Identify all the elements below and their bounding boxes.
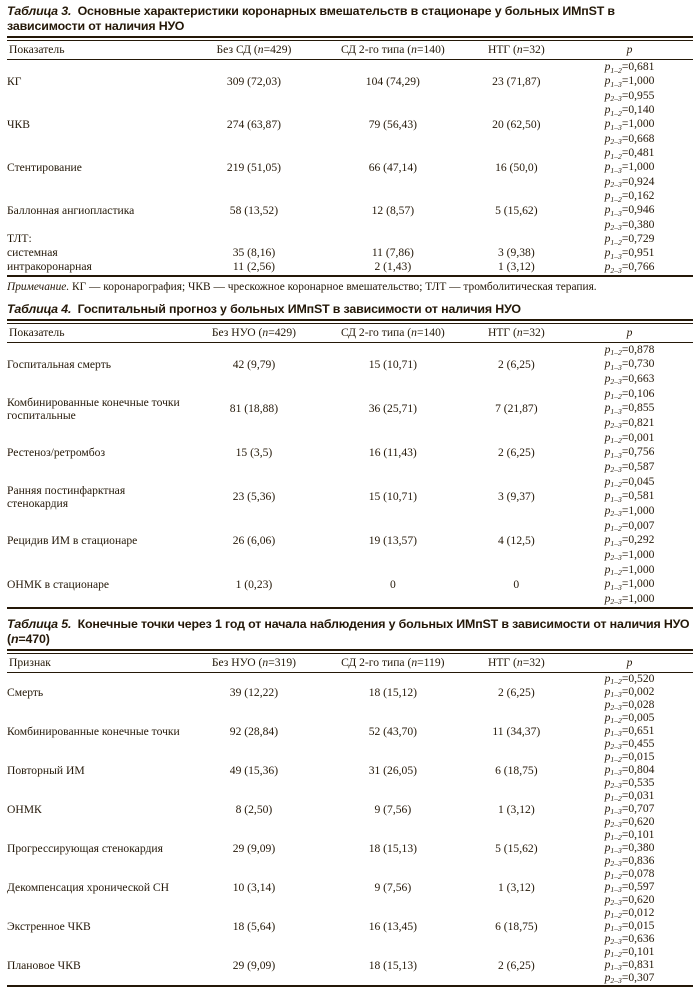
data-cell: 58 (13,52)	[229, 204, 279, 217]
p-value: $p_{2-3}=0,535$	[604, 775, 655, 791]
data-cell: 35 (8,16) 11 (2,56)	[232, 246, 276, 274]
p-value: $p_{2-3}=0,821$	[604, 415, 655, 431]
table-row	[7, 907, 693, 946]
p-value: $p_{2-3}=0,620$	[604, 892, 655, 908]
table-row	[7, 146, 693, 189]
data-cell: 18 (15,12)	[368, 685, 417, 699]
data-cell: 9 (7,56)	[374, 880, 412, 894]
row-label: Смерть	[7, 685, 44, 699]
data-cell: 1 (0,23)	[235, 578, 273, 592]
table-row	[7, 103, 693, 146]
table-row	[7, 342, 693, 387]
p-cell	[566, 431, 693, 475]
table-row	[7, 868, 693, 907]
data-cell: 11 (34,37)	[492, 724, 541, 738]
p-value: $p_{2-3}=0,380$	[604, 217, 655, 233]
column-header: СД 2-го типа (n=140)	[319, 324, 466, 343]
data-cell: 16 (13,45)	[368, 919, 417, 933]
p-value: $p_{1-2}=0,878$	[604, 342, 655, 358]
p-value: $p_{1-2}=0,101$	[604, 944, 655, 960]
row-label: Экстренное ЧКВ	[7, 919, 91, 933]
p-value: $p_{1-2}=0,045$	[604, 474, 655, 490]
row-label: ОНМК	[7, 802, 42, 816]
p-value: $p_{2-3}=0,668$	[604, 131, 655, 147]
row-label: Прогрессирующая стенокардия	[7, 841, 163, 855]
p-cell	[566, 60, 693, 104]
table-3-note-label: Примечание.	[7, 280, 70, 293]
p-value: $p_{1-3}=1,000$	[604, 160, 655, 175]
data-cell: 0	[513, 578, 520, 592]
data-cell: 5 (15,62)	[495, 204, 538, 217]
data-cell: 11 (7,86) 2 (1,43)	[371, 246, 414, 274]
p-value: $p_{1-3}=1,000$	[604, 577, 655, 592]
data-cell: 52 (43,70)	[368, 724, 417, 738]
p-cell	[566, 946, 693, 986]
data-cell: 66 (47,14)	[368, 161, 417, 174]
table-row	[7, 563, 693, 608]
table-4-title-text: Госпитальный прогноз у больных ИМпST в зависимости от наличия НУО	[77, 301, 521, 316]
p-value: $p_{1-3}=0,597$	[604, 879, 655, 895]
data-cell: 23 (5,36)	[232, 490, 276, 504]
p-value: $p_{1-2}=0,481$	[604, 146, 655, 161]
p-cell	[566, 387, 693, 431]
row-label: Комбинированные конечные точки госпитальные	[7, 395, 180, 422]
data-cell: 309 (72,03)	[226, 75, 281, 88]
p-value: $p_{1-2}=0,012$	[604, 905, 655, 921]
data-cell: 7 (21,87)	[495, 402, 538, 416]
p-value: $p_{2-3}=0,587$	[604, 459, 655, 475]
table-4-number: Таблица 4.	[7, 301, 72, 316]
p-value: $p_{1-2}=1,000$	[604, 562, 655, 578]
p-value: $p_{1-3}=0,831$	[604, 957, 655, 973]
p-value: $p_{2-3}=0,955$	[604, 88, 655, 104]
table-3	[7, 41, 693, 277]
p-value: $p_{1-3}=0,951$	[604, 246, 655, 261]
data-cell: 18 (5,64)	[232, 919, 276, 933]
p-value: $p_{2-3}=0,663$	[604, 371, 655, 387]
p-value: $p_{1-2}=0,078$	[604, 866, 655, 882]
row-label: Повторный ИМ	[7, 763, 85, 777]
data-cell: 6 (18,75)	[495, 763, 538, 777]
table-5-title-n: (n=470)	[7, 631, 50, 646]
p-value: $p_{2-3}=0,307$	[604, 970, 655, 986]
table-3-note	[7, 280, 693, 294]
p-value: $p_{2-3}=1,000$	[604, 591, 655, 607]
row-label: Плановое ЧКВ	[7, 958, 81, 972]
table-5-header-row	[7, 654, 693, 673]
p-cell	[566, 829, 693, 868]
p-cell	[566, 907, 693, 946]
data-cell: 3 (9,37)	[497, 490, 535, 504]
data-cell: 79 (56,43)	[368, 118, 417, 131]
p-value: $p_{1-3}=0,015$	[604, 918, 655, 934]
row-label: Рестеноз/ретромбоз	[7, 446, 106, 460]
column-header: Признак	[7, 654, 189, 673]
data-cell: 42 (9,79)	[232, 358, 276, 372]
column-header: p	[566, 324, 693, 343]
data-cell: 18 (15,13)	[368, 841, 417, 855]
table-5-title-text: Конечные точки через 1 год от начала наблюдения у больных ИМпST в зависимости от наличия НУО	[77, 616, 690, 631]
row-label: ОНМК в стационаре	[7, 578, 110, 592]
column-header: СД 2-го типа (n=119)	[319, 654, 466, 673]
p-value: $p_{2-3}=0,924$	[604, 174, 655, 190]
table-row	[7, 189, 693, 232]
data-cell: 2 (6,25)	[497, 446, 535, 460]
data-cell: 1 (3,12)	[497, 880, 535, 894]
data-cell: 9 (7,56)	[374, 802, 412, 816]
data-cell: 29 (9,09)	[232, 841, 276, 855]
table-5-number: Таблица 5.	[7, 616, 72, 631]
data-cell: 29 (9,09)	[232, 958, 276, 972]
table-3-header-row	[7, 41, 693, 60]
data-cell: 15 (10,71)	[368, 358, 417, 372]
data-cell: 8 (2,50)	[235, 802, 273, 816]
table-row	[7, 712, 693, 751]
p-cell	[566, 672, 693, 712]
column-header: НТГ (n=32)	[467, 324, 566, 343]
row-label: ЧКВ	[7, 118, 31, 131]
p-value: $p_{1-2}=0,015$	[604, 749, 655, 765]
p-cell	[566, 342, 693, 387]
p-value: $p_{1-2}=0,007$	[604, 518, 655, 534]
p-value: $p_{1-2}=0,681$	[604, 60, 655, 75]
p-value: $p_{1-3}=1,000$	[604, 74, 655, 89]
p-cell	[566, 519, 693, 563]
p-cell	[566, 146, 693, 189]
p-value: $p_{2-3}=0,836$	[604, 853, 655, 869]
p-value: $p_{1-2}=0,031$	[604, 788, 655, 804]
p-value: $p_{1-2}=0,729$	[604, 232, 655, 247]
row-label: Комбинированные конечные точки	[7, 724, 180, 738]
data-cell: 274 (63,87)	[226, 118, 281, 131]
data-cell: 2 (6,25)	[497, 358, 535, 372]
data-cell: 5 (15,62)	[495, 841, 538, 855]
row-label: Декомпенсация хронической СН	[7, 880, 170, 894]
row-label: КГ	[7, 75, 22, 88]
column-header: Без НУО (n=319)	[189, 654, 319, 673]
p-value: $p_{1-2}=0,140$	[604, 103, 655, 118]
data-cell: 2 (6,25)	[497, 685, 535, 699]
p-value: $p_{1-3}=0,730$	[604, 357, 655, 372]
column-header: НТГ (n=32)	[467, 654, 566, 673]
table-5	[7, 654, 693, 987]
p-value: $p_{2-3}=0,636$	[604, 931, 655, 947]
p-value: $p_{1-3}=0,651$	[604, 723, 655, 739]
p-value: $p_{1-3}=0,380$	[604, 840, 655, 856]
data-cell: 20 (62,50)	[492, 118, 541, 131]
data-cell: 219 (51,05)	[226, 161, 281, 174]
column-header: Показатель	[7, 324, 189, 343]
table-4-title	[7, 302, 693, 317]
data-cell: 15 (10,71)	[368, 490, 417, 504]
p-value: $p_{1-2}=0,005$	[604, 710, 655, 726]
row-label: Стентирование	[7, 161, 82, 174]
table-row	[7, 751, 693, 790]
p-value: $p_{1-2}=0,162$	[604, 189, 655, 204]
data-cell: 104 (74,29)	[365, 75, 420, 88]
data-cell: 23 (71,87)	[492, 75, 541, 88]
table-row	[7, 672, 693, 712]
p-value: $p_{2-3}=0,028$	[604, 697, 655, 713]
data-cell: 36 (25,71)	[368, 402, 417, 416]
data-cell: 1 (3,12)	[497, 802, 535, 816]
p-cell	[566, 232, 693, 276]
row-label: ТЛТ: системная интракоронарная	[7, 232, 92, 274]
p-value: $p_{1-3}=0,946$	[604, 203, 655, 218]
data-cell: 3 (9,38) 1 (3,12)	[497, 246, 535, 274]
data-cell: 10 (3,14)	[232, 880, 276, 894]
p-value: $p_{1-3}=0,292$	[604, 533, 655, 548]
data-cell: 49 (15,36)	[229, 763, 279, 777]
row-label: Баллонная ангиопластика	[7, 204, 135, 217]
row-label: Ранняя постинфарктная стенокардия	[7, 483, 126, 510]
table-4-section	[7, 302, 693, 609]
p-cell	[566, 712, 693, 751]
table-row	[7, 790, 693, 829]
table-3-section	[7, 4, 693, 294]
table-5-title	[7, 617, 693, 647]
data-cell: 4 (12,5)	[497, 534, 535, 548]
data-cell: 31 (26,05)	[368, 763, 417, 777]
p-value: $p_{1-2}=0,101$	[604, 827, 655, 843]
row-label: Госпитальная смерть	[7, 358, 112, 372]
p-value: $p_{1-3}=0,581$	[604, 489, 655, 504]
data-cell: 15 (3,5)	[235, 446, 273, 460]
p-cell	[566, 103, 693, 146]
column-header: СД 2-го типа (n=140)	[319, 41, 466, 60]
table-row	[7, 475, 693, 519]
data-cell: 2 (6,25)	[497, 958, 535, 972]
p-value: $p_{1-3}=0,002$	[604, 684, 655, 700]
p-value: $p_{1-2}=0,520$	[604, 671, 655, 687]
table-4-header-row	[7, 324, 693, 343]
data-cell: 16 (11,43)	[368, 446, 417, 460]
p-value: $p_{1-3}=0,707$	[604, 801, 655, 817]
p-value: $p_{2-3}=1,000$	[604, 503, 655, 519]
p-value: $p_{1-3}=1,000$	[604, 117, 655, 132]
table-4	[7, 324, 693, 609]
table-row	[7, 60, 693, 104]
data-cell: 18 (15,13)	[368, 958, 417, 972]
column-header: p	[566, 654, 693, 673]
p-value: $p_{1-2}=0,106$	[604, 386, 655, 402]
table-3-title	[7, 4, 693, 34]
data-cell: 39 (12,22)	[229, 685, 279, 699]
p-cell	[566, 563, 693, 608]
p-value: $p_{2-3}=0,620$	[604, 814, 655, 830]
data-cell: 81 (18,88)	[229, 402, 279, 416]
p-cell	[566, 751, 693, 790]
data-cell: 6 (18,75)	[495, 919, 538, 933]
data-cell: 0	[389, 578, 396, 592]
row-label: Рецидив ИМ в стационаре	[7, 534, 138, 548]
table-row	[7, 232, 693, 276]
p-value: $p_{1-3}=0,756$	[604, 445, 655, 460]
data-cell: 26 (6,06)	[232, 534, 276, 548]
data-cell: 16 (50,0)	[495, 161, 538, 174]
p-value: $p_{2-3}=1,000$	[604, 547, 655, 563]
table-row	[7, 519, 693, 563]
p-value: $p_{1-2}=0,001$	[604, 430, 655, 446]
column-header: Показатель	[7, 41, 189, 60]
table-5-section	[7, 617, 693, 987]
data-cell: 92 (28,84)	[229, 724, 279, 738]
table-row	[7, 829, 693, 868]
p-cell	[566, 189, 693, 232]
column-header: Без СД (n=429)	[189, 41, 319, 60]
data-cell: 19 (13,57)	[368, 534, 417, 548]
p-cell	[566, 868, 693, 907]
table-row	[7, 946, 693, 986]
p-value: $p_{2-3}=0,455$	[604, 736, 655, 752]
column-header: Без НУО (n=429)	[189, 324, 319, 343]
p-cell	[566, 475, 693, 519]
table-3-number: Таблица 3.	[7, 4, 72, 18]
p-value: $p_{1-3}=0,804$	[604, 762, 655, 778]
table-row	[7, 387, 693, 431]
column-header: p	[566, 41, 693, 60]
data-cell: 12 (8,57)	[371, 204, 415, 217]
column-header: НТГ (n=32)	[467, 41, 566, 60]
table-3-note-text: КГ — коронарография; ЧКВ — чрескожное коронарное вмешательство; ТЛТ — тромболитическая терапия.	[72, 280, 597, 293]
p-value: $p_{1-3}=0,855$	[604, 401, 655, 416]
table-row	[7, 431, 693, 475]
table-3-title-text: Основные характеристики коронарных вмешательств в стационаре у больных ИМпST в зависимости от наличия НУО	[7, 4, 615, 33]
p-value: $p_{2-3}=0,766$	[604, 260, 655, 275]
p-cell	[566, 790, 693, 829]
